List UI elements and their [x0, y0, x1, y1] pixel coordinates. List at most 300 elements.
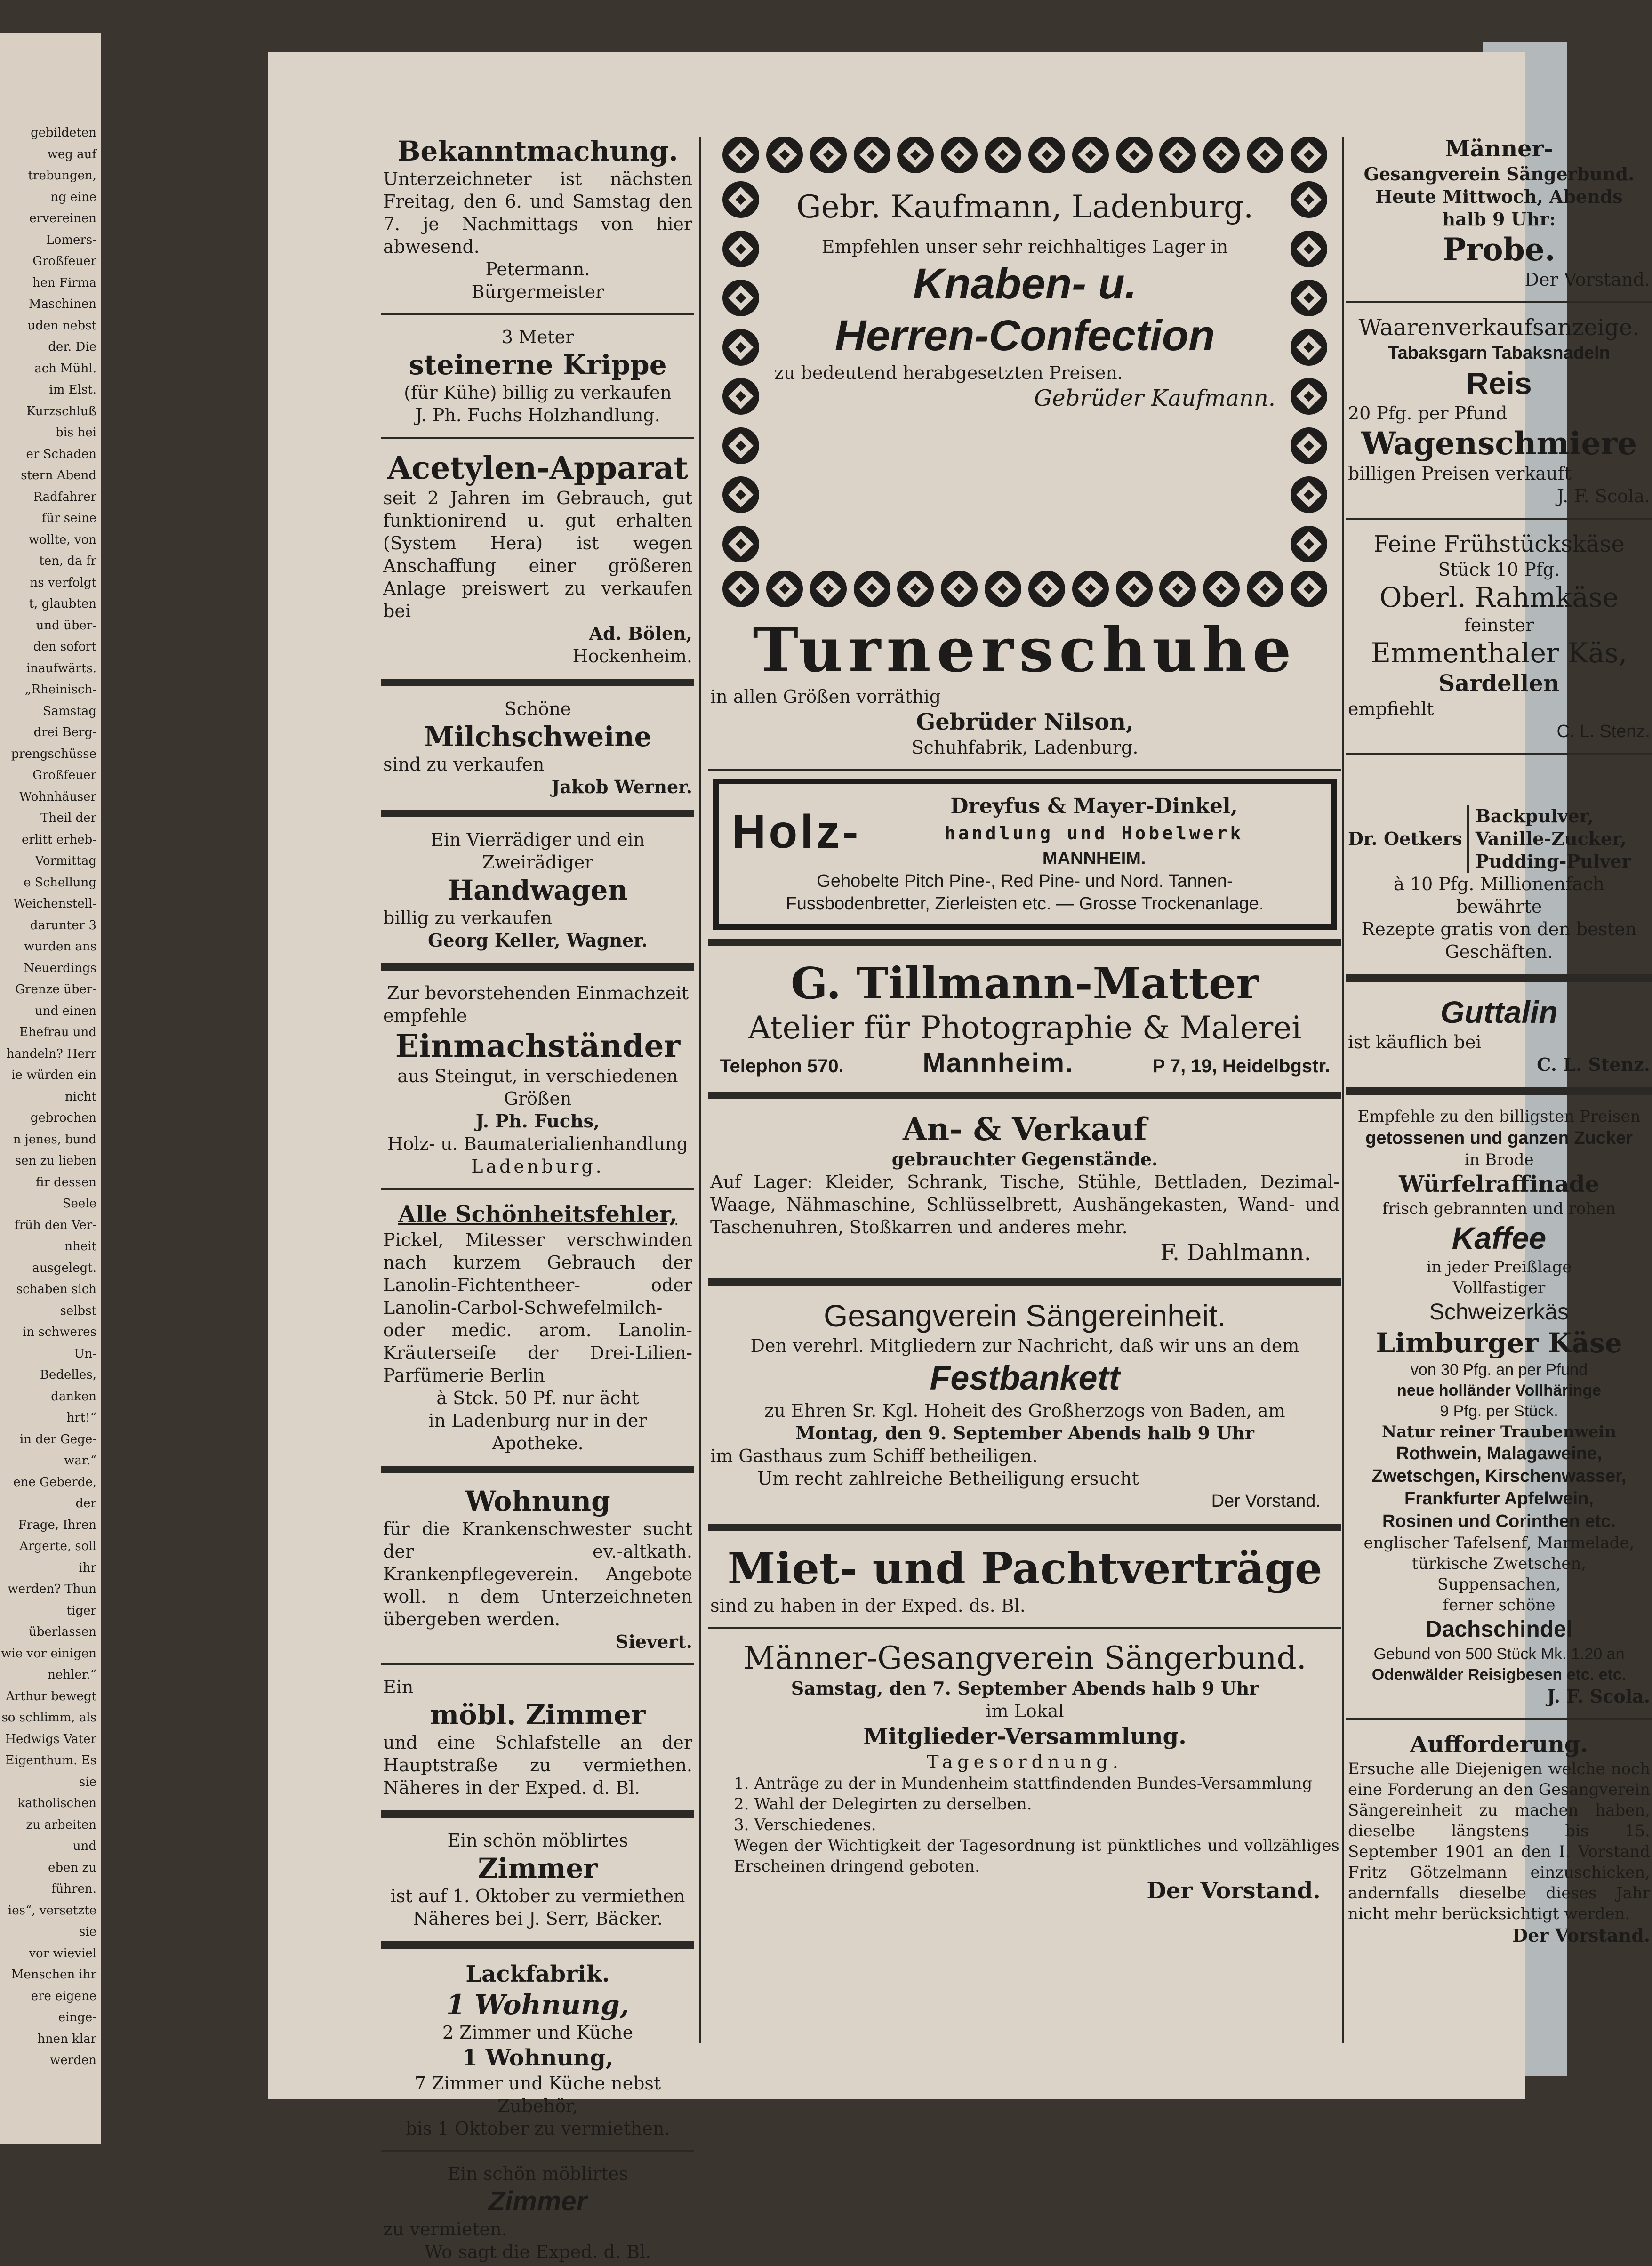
divider: [381, 963, 694, 971]
margin-fragment: ten, da fr: [39, 554, 96, 568]
ad-text: handlung und Hobelwerk: [945, 823, 1244, 844]
margin-fragment: hrt!“: [66, 1411, 96, 1425]
margin-fragment: ere eigene einge-: [31, 1989, 96, 2025]
ad-heading: Kaffee: [1452, 1221, 1547, 1255]
ad-text: von 30 Pfg. an per Pfund: [1410, 1361, 1588, 1379]
margin-fragment: wurden ans: [24, 940, 96, 954]
divider: [381, 1941, 694, 1949]
ad-title: Acetylen-Apparat: [387, 450, 688, 486]
margin-fragment: schaben sich selbst: [16, 1282, 96, 1318]
margin-fragment: erlitt erheb-: [22, 832, 96, 847]
ad-heading: 1 Wohnung,: [462, 2045, 614, 2071]
divider: [381, 679, 694, 686]
ad-text: in allen Größen vorräthig: [710, 686, 941, 707]
ad-text: im Lokal: [986, 1701, 1064, 1721]
ad-text: Wo sagt die Exped. d. Bl.: [424, 2242, 651, 2262]
ad-text: Empfehle zu den billigsten Preisen: [1357, 1107, 1641, 1126]
ornament-circle-icon: [1028, 137, 1065, 173]
ad-text: getossenen und ganzen Zucker: [1365, 1128, 1633, 1148]
ad-subtitle: Atelier für Photographie & Malerei: [748, 1010, 1302, 1046]
margin-fragment: nheit ausgelegt.: [32, 1239, 96, 1275]
ad-text: Zwetschgen, Kirschenwasser,: [1371, 1466, 1627, 1486]
ad-text: Stück 10 Pfg.: [1438, 559, 1560, 580]
ad-signature: J. F. Scola.: [1547, 1686, 1650, 1707]
ad-text: Auf Lager: Kleider, Schrank, Tische, Stühle, Bettladen, Dezimal-Waage, Nähmaschine, Schlüsselbrett, Aushängekasten, Wand- und Taschenuhren, Stoßkarren und anderes mehr.: [710, 1172, 1339, 1237]
ad-text: Rezepte gratis von den besten: [1361, 919, 1637, 940]
margin-fragment: Ehefrau und: [19, 1025, 96, 1039]
ad-text: Empfehlen unser sehr reichhaltiges Lager in: [821, 236, 1228, 257]
ornament-circle-icon: [1072, 571, 1109, 607]
ad-brand: Dr. Oetkers: [1348, 828, 1462, 849]
ad-place: Hockenheim.: [572, 646, 692, 667]
divider: [381, 437, 694, 439]
ad-text: und eine Schlafstelle an der Hauptstraße zu vermiethen. Näheres in der Exped. d. Bl.: [383, 1732, 692, 1798]
ad-signature: F. Dahlmann.: [1160, 1239, 1311, 1266]
ad-title: Handwagen: [448, 874, 628, 906]
ad-firm: Dreyfus & Mayer-Dinkel,: [950, 794, 1238, 818]
margin-fragment: der. Die: [48, 340, 96, 354]
margin-fragment: Menschen ihr: [11, 1968, 96, 1982]
ornament-circle-icon: [854, 137, 890, 173]
ornament-circle-icon: [722, 378, 759, 415]
ad-kolonialwaren: [1346, 1103, 1652, 1711]
ad-product: Pudding-Pulver: [1475, 851, 1631, 872]
ad-guttalin: [1346, 990, 1652, 1079]
ad-text: feinster: [1464, 615, 1534, 635]
ad-text: bis 1 Oktober zu vermiethen.: [405, 2118, 670, 2139]
margin-fragment: den sofort: [33, 640, 96, 654]
ornament-circle-icon: [1116, 137, 1153, 173]
divider: [381, 1466, 694, 1473]
ad-kaufmann: [774, 188, 1275, 555]
ad-text: Gebund von 500 Stück Mk. 1.20 an: [1373, 1645, 1625, 1663]
ad-signature: Georg Keller, Wagner.: [427, 930, 648, 951]
ad-title: Holz-: [732, 805, 861, 858]
divider: [708, 1278, 1341, 1286]
ornament-circle-icon: [1203, 571, 1240, 607]
ad-text: billig zu verkaufen: [383, 908, 553, 928]
ornament-circle-icon: [1028, 571, 1065, 607]
ad-handwagen: [381, 826, 694, 955]
margin-fragment: hen Firma: [32, 275, 96, 290]
ad-text: ist auf 1. Oktober zu vermiethen: [390, 1886, 685, 1906]
ad-price: à Stck. 50 Pf. nur ächt: [436, 1388, 639, 1408]
margin-fragment: trebungen,: [28, 169, 96, 183]
ornament-circle-icon: [1116, 571, 1153, 607]
margin-fragment: ach Mühl.: [34, 361, 96, 376]
ad-signature: Der Vorstand.: [1512, 1925, 1650, 1946]
margin-fragment: Vormittag: [35, 854, 96, 868]
ad-title: Turnerschuhe: [753, 614, 1297, 686]
divider: [708, 1627, 1341, 1629]
ad-title: Lackfabrik.: [465, 1961, 610, 1987]
ad-heading: Emmenthaler Käs,: [1371, 637, 1628, 669]
ad-text: Um recht zahlreiche Betheiligung ersucht: [757, 1468, 1139, 1489]
margin-fragment: war.“: [64, 1454, 96, 1468]
margin-fragment: vor wieviel: [29, 1946, 96, 1961]
ad-signature: Der Vorstand.: [1147, 1878, 1321, 1904]
divider: [381, 1188, 694, 1190]
divider: [381, 2150, 694, 2152]
ad-ankauf: [708, 1108, 1341, 1270]
divider: [708, 939, 1341, 946]
ad-signature-role: Bürgermeister: [471, 281, 604, 302]
ornament-circle-icon: [722, 476, 759, 513]
ad-phone: Telephon 570.: [720, 1056, 844, 1077]
margin-fragment: zu arbeiten und: [26, 1817, 96, 1853]
margin-fragment: Eigenthum. Es: [5, 1753, 96, 1768]
ornament-circle-icon: [722, 571, 759, 607]
ad-text: ist käuflich bei: [1348, 1032, 1482, 1053]
ornament-circle-icon: [1291, 476, 1327, 513]
ad-heading: Limburger Käse: [1376, 1327, 1622, 1359]
ad-text: Männer-: [1445, 136, 1553, 162]
ad-agenda-item: 1. Anträge zu der in Mundenheim stattfindenden Bundes-Versammlung: [734, 1774, 1313, 1793]
margin-fragment: ervereinen: [29, 211, 96, 225]
ad-text: Wegen der Wichtigkeit der Tagesordnung ist pünktliches und vollzähliges Erscheinen dringend geboten.: [734, 1836, 1339, 1876]
margin-fragment: darunter 3: [30, 918, 96, 932]
ad-title: Milchschweine: [424, 721, 652, 753]
ad-oetker: [1346, 802, 1652, 966]
ad-text: seit 2 Jahren im Gebrauch, gut funktionirend u. gut erhalten (System Hera) ist wegen Anschaffung einer größeren Anlage preiswert zu verkaufen bei: [383, 488, 692, 621]
divider: [1346, 1718, 1652, 1720]
ornament-circle-icon: [1291, 231, 1327, 267]
ornament-circle-icon: [1072, 137, 1109, 173]
ad-title: Aufforderung.: [1410, 1731, 1588, 1758]
margin-fragment: sie katholischen: [17, 1775, 96, 1810]
ad-title: steinerne Krippe: [409, 349, 667, 381]
ad-agenda-item: 2. Wahl der Delegirten zu derselben.: [734, 1795, 1032, 1814]
ad-signature: C. L. Stenz.: [1556, 722, 1650, 741]
margin-fragment: und einen: [35, 1004, 96, 1018]
ad-tillmann: [708, 955, 1341, 1083]
ad-zimmer-oktober: [381, 1826, 694, 1933]
ad-title: Wohnung: [465, 1485, 610, 1517]
ad-text: Frankfurter Apfelwein,: [1404, 1489, 1594, 1509]
margin-fragment: ene Geberde, der: [13, 1475, 96, 1511]
margin-fragment: er Schaden: [26, 447, 96, 461]
ad-title: Probe.: [1443, 231, 1556, 268]
ad-firm: Holz- u. Baumaterialienhandlung: [387, 1133, 688, 1154]
divider: [1346, 974, 1652, 982]
ad-text: Ersuche alle Diejenigen welche noch eine Forderung an den Gesangverein Sängereinheit zu machen haben, dieselbe längstens bis 15. September 1901 an den I. Vorstand Fritz Götzelmann einzuschicken, andernfalls dieselbe dieses Jahr nicht mehr berücksichtigt werden.: [1348, 1760, 1650, 1923]
ad-text: ferner schöne: [1443, 1596, 1556, 1615]
margin-fragment: ies“, versetzte sie: [8, 1903, 96, 1939]
ad-text: im Gasthaus zum Schiff betheiligen.: [710, 1446, 1038, 1466]
ad-signature: J. Ph. Fuchs,: [475, 1110, 600, 1132]
margin-fragment: für seine: [41, 511, 96, 525]
ad-kaufmann-ornamental-frame: [722, 137, 1327, 607]
ad-signature: Petermann.: [485, 259, 590, 280]
ad-text: Odenwälder Reisigbesen etc. etc.: [1371, 1666, 1627, 1684]
ornament-circle-icon: [722, 329, 759, 366]
newspaper-page: [268, 52, 1650, 2262]
ad-text: Samstag, den 7. September Abends halb 9 Uhr: [791, 1678, 1259, 1699]
ad-title: Waarenverkaufsanzeige.: [1358, 314, 1640, 341]
ad-pre: empfehle: [383, 1005, 467, 1026]
margin-fragment: Radfahrer: [33, 490, 96, 504]
ad-heading: Festbankett: [930, 1359, 1120, 1397]
margin-fragment: nehler.“: [48, 1668, 96, 1682]
ad-title: möbl. Zimmer: [430, 1699, 646, 1731]
margin-fragment: sen zu lieben: [15, 1154, 96, 1168]
ad-title: Zimmer: [478, 1852, 598, 1884]
ornament-border-top: [722, 137, 1327, 173]
margin-fragment: so schlimm, als: [1, 1711, 96, 1725]
ad-heading: Würfelraffinade: [1399, 1171, 1599, 1197]
ornament-circle-icon: [1247, 137, 1283, 173]
margin-fragment: weg auf: [47, 147, 96, 161]
ad-saengerbund-versammlung: [708, 1637, 1341, 1908]
margin-fragment: Maschinen: [29, 297, 96, 311]
margin-fragment: stern Abend: [21, 468, 96, 482]
divider: [708, 1092, 1341, 1099]
ad-title: Zimmer: [488, 2186, 587, 2217]
ad-heading: Dachschindel: [1425, 1617, 1573, 1642]
margin-fragment: prengschüsse: [11, 747, 96, 761]
ad-lackfabrik: [381, 1957, 694, 2143]
ad-product: Backpulver,: [1475, 805, 1594, 827]
ad-holzhandlung: [713, 779, 1337, 930]
margin-fragment: früh den Ver-: [15, 1218, 96, 1232]
ad-pre: Ein Vierrädiger und ein Zweirädiger: [431, 829, 645, 873]
ad-title: Feine Frühstückskäse: [1373, 531, 1625, 557]
ad-text: Natur reiner Traubenwein: [1382, 1422, 1616, 1441]
ornament-circle-icon: [1247, 571, 1283, 607]
ornament-circle-icon: [941, 571, 978, 607]
margin-fragment: wie vor einigen: [1, 1646, 96, 1661]
ad-text: Unterzeichneter ist nächsten Freitag, den 6. und Samstag den 7. je Nachmittags von hier abwesend.: [383, 169, 692, 257]
ad-heading: Sardellen: [1438, 670, 1560, 697]
ad-text: Rosinen und Corinthen etc.: [1382, 1511, 1616, 1531]
ad-title: Miet- und Pachtverträge: [727, 1543, 1323, 1594]
ornament-circle-icon: [766, 571, 803, 607]
ad-signature: Ad. Bölen,: [589, 623, 692, 644]
margin-fragment: eben zu führen.: [48, 1860, 96, 1896]
column-left: [381, 132, 694, 2262]
ad-turnerschuhe: [708, 612, 1341, 762]
ad-text: halb 9 Uhr:: [1442, 209, 1556, 230]
margin-fragment: e Schellung: [24, 875, 96, 890]
ornament-circle-icon: [985, 137, 1021, 173]
ad-aufforderung: [1346, 1728, 1652, 1950]
ornament-border-right: [1291, 181, 1327, 562]
margin-fragment: Grenze über-: [15, 982, 96, 996]
margin-fragment: inaufwärts.: [26, 661, 96, 675]
divider: [381, 1663, 694, 1665]
ad-pre: Ein schön möblirtes: [447, 1830, 628, 1851]
ad-title: G. Tillmann-Matter: [790, 958, 1259, 1009]
ad-text: 7 Zimmer und Küche nebst Zubehör,: [414, 2073, 661, 2116]
ad-text: empfiehlt: [1348, 699, 1434, 719]
ad-title: Gesangverein Sängereinheit.: [824, 1298, 1226, 1333]
ad-text: Heute Mittwoch, Abends: [1375, 186, 1623, 207]
ad-text: (für Kühe) billig zu verkaufen: [404, 382, 672, 403]
ad-text: Den verehrl. Mitgliedern zur Nachricht, daß wir uns an dem: [750, 1335, 1299, 1356]
margin-fragment: nicht gebrochen: [30, 1089, 96, 1125]
margin-fragment: Lomers-: [46, 233, 96, 247]
ad-text: 2 Zimmer und Küche: [442, 2022, 634, 2043]
ad-text: Tabaksgarn Tabaksnadeln: [1388, 343, 1610, 363]
divider: [1346, 301, 1652, 303]
margin-fragment: n jenes, bund: [13, 1132, 96, 1147]
margin-fragment: Argerte, soll ihr: [19, 1539, 96, 1575]
ad-title: Einmachständer: [395, 1028, 681, 1064]
margin-fragment: und über-: [36, 618, 96, 633]
margin-fragment: werden? Thun: [8, 1582, 96, 1596]
ad-probe: [1346, 132, 1652, 294]
ad-zimmer-vermieten: [381, 2160, 694, 2266]
ad-pre: 3 Meter: [501, 327, 574, 347]
margin-fragment: in der Gege-: [19, 1432, 96, 1446]
ad-text: Pickel, Mitesser verschwinden nach kurzem Gebrauch der Lanolin-Fichtentheer- oder Lanolin-Carbol-Schwefelmilch- oder medic. arom. Lanolin- Kräuterseife der Drei-Lilien-Parfümerie Berlin: [383, 1229, 692, 1386]
ad-heading: Mitglieder-Versammlung.: [863, 1723, 1187, 1750]
margin-fragment: Frage, Ihren: [18, 1518, 96, 1532]
ad-text: 9 Pfg. per Stück.: [1440, 1402, 1558, 1420]
previous-page-text-fragments: [0, 122, 96, 2099]
ad-text: billigen Preisen verkauft: [1348, 463, 1572, 484]
ad-heading: Knaben- u.: [913, 260, 1137, 308]
ornament-circle-icon: [1291, 329, 1327, 366]
ad-schoenheitsfehler: [381, 1197, 694, 1457]
ad-kaese: [1346, 527, 1652, 746]
ad-text: in jeder Preißlage: [1426, 1258, 1572, 1277]
ad-text: sind zu verkaufen: [383, 754, 545, 775]
divider: [1346, 518, 1652, 520]
ad-text: Schuhfabrik, Ladenburg.: [911, 737, 1139, 758]
ad-heading: Wagenschmiere: [1361, 425, 1637, 462]
ornament-border-left: [722, 181, 759, 562]
ad-wohnung: [381, 1482, 694, 1656]
ad-heading: Schweizerkäs: [1429, 1300, 1569, 1325]
margin-fragment: uden nebst: [27, 318, 96, 333]
ad-text: Geschäften.: [1445, 941, 1553, 962]
ad-miet-pachtvertraege: [708, 1540, 1341, 1620]
ornament-circle-icon: [1203, 137, 1240, 173]
ad-pre: Zur bevorstehenden Einmachzeit: [386, 983, 689, 1004]
ad-signature: C. L. Stenz.: [1537, 1054, 1650, 1075]
ad-agenda-item: 3. Verschiedenes.: [734, 1816, 876, 1834]
ad-text: aus Steingut, in verschiedenen Größen: [397, 1066, 678, 1109]
divider: [381, 810, 694, 817]
divider: [708, 769, 1341, 771]
ornament-circle-icon: [810, 571, 847, 607]
ad-heading: Herren-Confection: [834, 312, 1215, 360]
ad-signature: Der Vorstand.: [1211, 1491, 1321, 1511]
ad-signature: Sievert.: [615, 1631, 692, 1652]
ad-heading: Oberl. Rahmkäse: [1379, 581, 1619, 613]
divider: [381, 1810, 694, 1818]
margin-fragment: Weichenstell-: [13, 897, 96, 911]
ornament-circle-icon: [1291, 526, 1327, 562]
divider: [381, 313, 694, 315]
divider: [1346, 1087, 1652, 1095]
ad-signature: J. Ph. Fuchs Holzhandlung.: [415, 405, 660, 426]
margin-fragment: in schweres Un-: [23, 1325, 96, 1361]
ad-text: englischer Tafelsenf, Marmelade,: [1363, 1534, 1635, 1552]
ad-heading: 1 Wohnung,: [446, 1989, 630, 2021]
margin-fragment: ng eine: [50, 190, 96, 204]
margin-fragment: ie würden ein: [11, 1068, 96, 1082]
margin-fragment: Großfeuer: [32, 768, 96, 782]
ad-acetylen: [381, 446, 694, 670]
ad-heading: Reis: [1466, 366, 1532, 401]
ad-title: Gebr. Kaufmann, Ladenburg.: [796, 189, 1254, 225]
column-rule: [1342, 137, 1344, 2043]
ornament-circle-icon: [985, 571, 1021, 607]
ad-krippe: [381, 323, 694, 429]
margin-fragment: Hedwigs Vater: [5, 1732, 96, 1746]
ad-text: Vollfastiger: [1452, 1278, 1546, 1297]
ad-text: Näheres bei J. Serr, Bäcker.: [413, 1908, 663, 1929]
margin-fragment: Neuerdings: [24, 961, 96, 975]
ad-waarenverkauf: [1346, 311, 1652, 510]
margin-fragment: ns verfolgt: [30, 575, 96, 590]
ornament-circle-icon: [941, 137, 978, 173]
ad-agenda-title: Tagesordnung.: [927, 1752, 1123, 1772]
divider: [708, 1524, 1341, 1531]
ad-milchschweine: [381, 695, 694, 801]
ad-title: An- & Verkauf: [903, 1111, 1147, 1148]
margin-fragment: fir dessen Seele: [36, 1175, 96, 1211]
margin-fragment: „Rheinisch-: [25, 683, 96, 697]
margin-fragment: handeln? Herr: [6, 1046, 96, 1061]
ad-text: in Brode: [1464, 1150, 1534, 1169]
ad-signature: Der Vorstand.: [1524, 269, 1650, 290]
ad-text: in Ladenburg nur in der Apotheke.: [428, 1410, 647, 1454]
ad-signature: J. F. Scola.: [1556, 486, 1650, 506]
ornament-circle-icon: [897, 137, 934, 173]
margin-fragment: bis hei: [55, 426, 96, 440]
ad-pre: Schöne: [504, 699, 571, 719]
ad-address: P 7, 19, Heidelbgstr.: [1152, 1056, 1330, 1077]
divider: [1346, 753, 1652, 755]
margin-fragment: drei Berg-: [33, 725, 96, 739]
ad-text: zu Ehren Sr. Kgl. Hoheit des Großherzogs von Baden, am: [764, 1400, 1285, 1421]
ad-text: Montag, den 9. September Abends halb 9 Uhr: [795, 1422, 1254, 1444]
ad-text: zu bedeutend herabgesetzten Preisen.: [774, 362, 1123, 383]
ad-text: Gesangverein Sängerbund.: [1363, 163, 1635, 185]
ad-text: neue holländer Vollhäringe: [1397, 1382, 1601, 1399]
ornament-circle-icon: [1291, 137, 1327, 173]
ad-einmachstaender: [381, 979, 694, 1181]
ornament-circle-icon: [897, 571, 934, 607]
ad-city: MANNHEIM.: [1042, 849, 1146, 868]
margin-fragment: Wohnhäuser: [19, 789, 96, 804]
ad-title: Guttalin: [1440, 995, 1558, 1029]
ad-signature: Gebrüder Nilson,: [916, 709, 1134, 735]
ad-text: sind zu haben in der Exped. ds. Bl.: [710, 1595, 1026, 1616]
margin-fragment: im Elst.: [49, 383, 96, 397]
margin-fragment: gebildeten: [31, 126, 96, 140]
margin-fragment: t, glaubten: [29, 597, 96, 611]
ad-text: à 10 Pfg. Millionenfach bewährte: [1394, 874, 1604, 917]
ad-signature: Gebrüder Kaufmann.: [1034, 385, 1275, 411]
ornament-border-bottom: [722, 571, 1327, 607]
ad-product: Vanille-Zucker,: [1475, 828, 1627, 849]
ad-text: zu vermieten.: [383, 2219, 507, 2240]
margin-fragment: Kurzschluß: [26, 404, 96, 418]
ad-title: Männer-Gesangverein Sängerbund.: [743, 1640, 1307, 1676]
ornament-circle-icon: [722, 526, 759, 562]
ad-text: für die Krankenschwester sucht der ev.-altkath. Krankenpflegeverein. Angebote woll. n dem Unterzeichneten übergeben werden.: [383, 1519, 692, 1630]
ornament-circle-icon: [722, 231, 759, 267]
margin-fragment: wollte, von: [29, 532, 96, 547]
ad-text: Fussbodenbretter, Zierleisten etc. — Grosse Trockenanlage.: [786, 894, 1264, 914]
ornament-circle-icon: [1291, 280, 1327, 316]
ornament-circle-icon: [722, 280, 759, 316]
ornament-circle-icon: [1159, 571, 1196, 607]
